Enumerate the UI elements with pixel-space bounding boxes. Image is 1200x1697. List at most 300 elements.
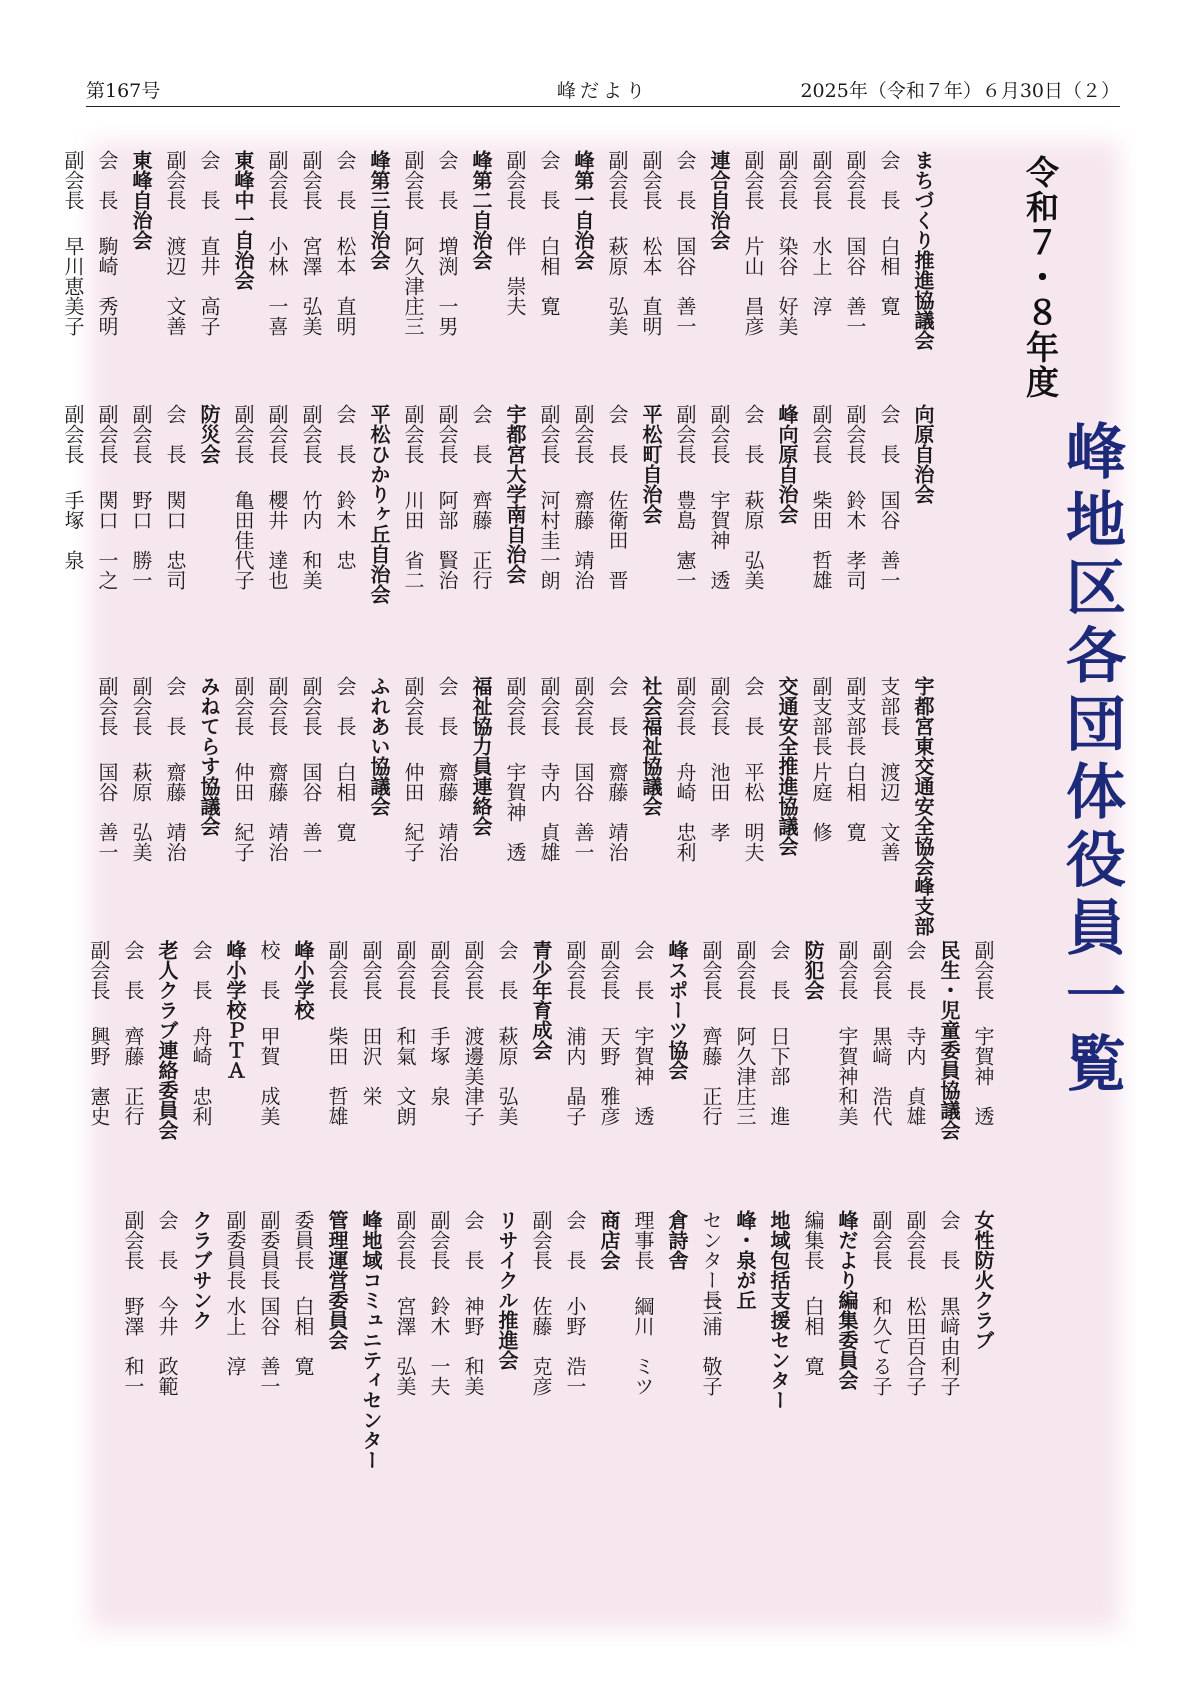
member-row [490, 940, 524, 1140]
group-name: みねてらす協議会 [197, 676, 221, 836]
member-name: 齋藤 靖治 [435, 762, 459, 862]
member-name: 早川恵美子 [61, 236, 85, 336]
member-role: 副会長 [971, 940, 995, 1000]
member-name: 白相 寛 [291, 1296, 315, 1376]
member-name: 齊藤 正行 [699, 1026, 723, 1126]
member-row [116, 1210, 150, 1470]
member-name: 亀田佳代子 [231, 490, 255, 590]
member-row [260, 150, 294, 350]
member-row [158, 150, 192, 350]
member-name: 染谷 好美 [775, 236, 799, 336]
member-name: 萩原 弘美 [741, 490, 765, 590]
member-role: 副支部長 [809, 676, 833, 756]
group-name: 峰小学校 [291, 940, 315, 1020]
member-role: 副会長 [265, 150, 289, 210]
member-name: 齋藤 靖治 [265, 762, 289, 862]
member-name: 白相 寛 [537, 236, 561, 316]
member-name: 仲田 紀子 [231, 762, 255, 862]
member-name: 今井 政範 [155, 1296, 179, 1396]
member-row [260, 676, 294, 936]
member-row [430, 150, 464, 350]
member-name: 柴田 哲雄 [325, 1026, 349, 1126]
member-row [898, 940, 932, 1140]
member-name: 宇賀神 透 [707, 490, 731, 590]
member-row [668, 404, 702, 604]
member-row [294, 150, 328, 350]
member-role: 委員長 [291, 1210, 315, 1270]
member-name: 水上 淳 [223, 1296, 247, 1376]
member-role: 会 長 [605, 404, 629, 464]
member-role: 会 長 [435, 676, 459, 736]
member-name: 河村圭一朗 [537, 490, 561, 590]
member-row [804, 676, 838, 936]
member-role: 編集長 [801, 1210, 825, 1270]
member-role: 会 長 [461, 1210, 485, 1270]
member-name: 竹内 和美 [299, 490, 323, 590]
member-role: 副会長 [563, 940, 587, 1000]
member-role: 副会長 [597, 940, 621, 1000]
member-role: 会 長 [163, 676, 187, 736]
member-row [600, 150, 634, 350]
member-name: 片山 昌彦 [741, 236, 765, 336]
member-row [872, 150, 906, 350]
member-row [770, 150, 804, 350]
member-row [158, 676, 192, 936]
member-name: 齋藤 靖治 [605, 762, 629, 862]
member-role: 会 長 [537, 150, 561, 210]
group-name: 民生・児童委員協議会 [937, 940, 961, 1140]
member-name: 野口 勝一 [129, 490, 153, 590]
member-row [592, 940, 626, 1140]
member-role: 副会長 [461, 940, 485, 1000]
member-role: 理事長 [631, 1210, 655, 1270]
member-row [626, 1210, 660, 1470]
member-role: 副会長 [843, 150, 867, 210]
member-role: 副会長 [673, 676, 697, 736]
member-row [872, 404, 906, 604]
member-name: 小林 一喜 [265, 236, 289, 336]
member-row [320, 940, 354, 1140]
member-name: 渡辺 文善 [163, 236, 187, 336]
member-role: 副委員長 [257, 1210, 281, 1290]
member-role: 副会長 [775, 150, 799, 210]
member-row [396, 150, 430, 350]
column-2 [56, 404, 940, 604]
member-name: 国谷 善一 [673, 236, 697, 336]
member-name: 黒﨑 浩代 [869, 1026, 893, 1126]
group-name: 峰だより編集委員会 [835, 1210, 859, 1390]
member-row [532, 150, 566, 350]
group-name: 宇都宮東交通安全協会峰支部 [911, 676, 935, 936]
member-role: 副会長 [61, 150, 85, 210]
member-name: 宇賀神和美 [835, 1026, 859, 1126]
member-row [430, 404, 464, 604]
member-name: 国谷 善一 [299, 762, 323, 862]
member-name: 舟崎 忠利 [189, 1026, 213, 1126]
member-role: 会 長 [877, 404, 901, 464]
member-role: 副支部長 [843, 676, 867, 756]
member-role: 副会長 [435, 404, 459, 464]
group-name: 東峰自治会 [129, 150, 153, 250]
member-name: 阿部 賢治 [435, 490, 459, 590]
member-row [354, 940, 388, 1140]
group-name: 峰・泉が丘 [733, 1210, 757, 1310]
member-name: 宮澤 弘美 [299, 236, 323, 336]
group-name: 峰第三自治会 [367, 150, 391, 270]
group-name: 倉詩舎 [665, 1210, 689, 1270]
member-role: 会 長 [741, 404, 765, 464]
group-name: 峰小学校ＰＴＡ [223, 940, 247, 1080]
member-role: 副会長 [869, 1210, 893, 1270]
member-row [804, 150, 838, 350]
member-row [694, 940, 728, 1140]
member-role: 副会長 [359, 940, 383, 1000]
member-row [804, 404, 838, 604]
member-role: 副会長 [537, 404, 561, 464]
member-role: 会 長 [605, 676, 629, 736]
member-role: 副会長 [571, 404, 595, 464]
member-row [872, 676, 906, 936]
member-row [184, 940, 218, 1140]
member-name: 関口 忠司 [163, 490, 187, 590]
member-role: 会 長 [741, 676, 765, 736]
member-row [762, 940, 796, 1140]
member-role: 副会長 [299, 676, 323, 736]
member-role: 副会長 [707, 676, 731, 736]
member-role: 副会長 [605, 150, 629, 210]
member-row [116, 940, 150, 1140]
group-name: 社会福祉協議会 [639, 676, 663, 816]
member-name: 齋藤 靖治 [571, 490, 595, 590]
group-name: 峰第一自治会 [571, 150, 595, 270]
member-role: 会 長 [435, 150, 459, 210]
group-name: 女性防火クラブ [971, 1210, 995, 1350]
member-role: 副会長 [571, 676, 595, 736]
member-role: 副会長 [673, 404, 697, 464]
member-row [294, 676, 328, 936]
member-row [558, 940, 592, 1140]
member-role: 副会長 [427, 1210, 451, 1270]
member-name: 綱川 ミツ [631, 1296, 655, 1396]
member-role: 副会長 [129, 676, 153, 736]
member-role: 副会長 [869, 940, 893, 1000]
member-row [558, 1210, 592, 1470]
member-name: 寺内 貞雄 [903, 1026, 927, 1126]
member-role: 会 長 [333, 150, 357, 210]
member-row [90, 404, 124, 604]
member-name: 小野 浩一 [563, 1296, 587, 1396]
member-role: 副会長 [129, 404, 153, 464]
member-role: 副会長 [95, 676, 119, 736]
member-row [396, 404, 430, 604]
member-role: 副会長 [503, 676, 527, 736]
member-role: 副会長 [299, 150, 323, 210]
member-row [158, 404, 192, 604]
member-row [736, 404, 770, 604]
group-name: 平松ひかりヶ丘自治会 [367, 404, 391, 604]
member-role: 副会長 [741, 150, 765, 210]
member-role: 副会長 [121, 1210, 145, 1270]
member-name: 渡邊美津子 [461, 1026, 485, 1126]
member-row [388, 940, 422, 1140]
member-name: 仲田 紀子 [401, 762, 425, 862]
member-row [124, 676, 158, 936]
column-3 [90, 676, 940, 936]
member-row [838, 676, 872, 936]
member-row [422, 1210, 456, 1470]
member-role: 副会長 [529, 1210, 553, 1270]
member-role: 副会長 [265, 404, 289, 464]
member-name: 宮澤 弘美 [393, 1296, 417, 1396]
member-name: 白相 寛 [877, 236, 901, 316]
member-name: 水上 淳 [809, 236, 833, 316]
member-row [56, 150, 90, 350]
member-name: 宇賀神 透 [631, 1026, 655, 1126]
member-role: 会 長 [155, 1210, 179, 1270]
member-row [626, 940, 660, 1140]
group-name: 老人クラブ連絡委員会 [155, 940, 179, 1140]
member-name: 萩原 弘美 [605, 236, 629, 336]
member-name: 松本 直明 [333, 236, 357, 336]
group-name: クラブサンク [189, 1210, 213, 1330]
member-name: 天野 雅彦 [597, 1026, 621, 1126]
member-role: 副会長 [393, 1210, 417, 1270]
member-row [736, 676, 770, 936]
member-row [328, 404, 362, 604]
member-row [422, 940, 456, 1140]
member-name: 松田百合子 [903, 1296, 927, 1396]
member-name: 国谷 善一 [95, 762, 119, 862]
member-name: 池田 孝 [707, 762, 731, 842]
member-row [838, 404, 872, 604]
group-name: 防犯会 [801, 940, 825, 1000]
group-name: 平松町自治会 [639, 404, 663, 524]
group-name: リサイクル推進会 [495, 1210, 519, 1370]
member-role: 会 長 [95, 150, 119, 210]
member-name: 櫻井 達也 [265, 490, 289, 590]
member-role: 会 長 [163, 404, 187, 464]
member-row [498, 676, 532, 936]
member-name: 舟崎 忠利 [673, 762, 697, 862]
member-name: 佐藤 克彦 [529, 1296, 553, 1396]
member-name: 甲賀 成美 [257, 1026, 281, 1126]
member-row [464, 404, 498, 604]
member-row [150, 1210, 184, 1470]
column-1 [56, 150, 940, 350]
group-name: 青少年育成会 [529, 940, 553, 1060]
member-row [328, 676, 362, 936]
member-name: 神野 和美 [461, 1296, 485, 1396]
member-role: 会 長 [197, 150, 221, 210]
group-name: 防災会 [197, 404, 221, 464]
member-role: 会 長 [469, 404, 493, 464]
group-name: 向原自治会 [911, 404, 935, 504]
group-name: 商店会 [597, 1210, 621, 1270]
member-row [252, 1210, 286, 1470]
member-role: 副会長 [835, 940, 859, 1000]
member-name: 佐衛田 晋 [605, 490, 629, 590]
member-row [702, 404, 736, 604]
member-name: 増渕 一男 [435, 236, 459, 336]
member-role: 副会長 [707, 404, 731, 464]
member-row [634, 150, 668, 350]
member-name: 国谷 善一 [877, 490, 901, 590]
group-name: ふれあい協議会 [367, 676, 391, 816]
member-name: 齋藤 靖治 [163, 762, 187, 862]
member-name: 駒崎 秀明 [95, 236, 119, 336]
member-row [864, 1210, 898, 1470]
member-role: 副会長 [639, 150, 663, 210]
group-name: 峰第二自治会 [469, 150, 493, 270]
member-row [192, 150, 226, 350]
member-role: 副会長 [401, 150, 425, 210]
member-row [668, 150, 702, 350]
member-name: 関口 一之 [95, 490, 119, 590]
member-role: 副会長 [503, 150, 527, 210]
member-row [82, 940, 116, 1140]
group-name: 地域包括支援センター [767, 1210, 791, 1410]
member-name: 白相 寛 [333, 762, 357, 842]
member-role: 副会長 [265, 676, 289, 736]
group-name: 峰スポーツ協会 [665, 940, 689, 1080]
member-row [498, 150, 532, 350]
member-role: 副会長 [427, 940, 451, 1000]
member-role: 副会長 [733, 940, 757, 1000]
member-name: 手塚 泉 [427, 1026, 451, 1106]
member-row [396, 676, 430, 936]
member-name: 和久てる子 [869, 1296, 893, 1396]
member-role: 副会長 [325, 940, 349, 1000]
member-role: 副会長 [87, 940, 111, 1000]
member-row [456, 1210, 490, 1470]
member-name: 松本 直明 [639, 236, 663, 336]
member-name: 伴 崇夫 [503, 236, 527, 316]
member-name: 片庭 修 [809, 762, 833, 842]
member-name: 豊島 憲一 [673, 490, 697, 590]
member-name: 齊藤 正行 [469, 490, 493, 590]
member-row [864, 940, 898, 1140]
member-name: 浦内 晶子 [563, 1026, 587, 1126]
member-name: 渡辺 文善 [877, 762, 901, 862]
group-name: 交通安全推進協議会 [775, 676, 799, 856]
member-name: 宇賀神 透 [503, 762, 527, 862]
member-name: 白相 寛 [843, 762, 867, 842]
fiscal-year-title: 令和７・８年度 [1021, 155, 1060, 400]
group-name: 宇都宮大学南自治会 [503, 404, 527, 584]
member-role: 副会長 [393, 940, 417, 1000]
member-name: 萩原 弘美 [129, 762, 153, 862]
member-name: 柴田 哲雄 [809, 490, 833, 590]
member-name: 野澤 和一 [121, 1296, 145, 1396]
member-name: 寺内 貞雄 [537, 762, 561, 862]
member-row [932, 1210, 966, 1470]
member-row [532, 676, 566, 936]
member-row [736, 150, 770, 350]
member-name: 直井 高子 [197, 236, 221, 336]
member-row [566, 404, 600, 604]
member-row [830, 940, 864, 1140]
member-name: 国谷 善一 [843, 236, 867, 336]
member-role: 副会長 [95, 404, 119, 464]
member-role: 会 長 [189, 940, 213, 1000]
member-row [702, 676, 736, 936]
member-row [898, 1210, 932, 1470]
member-role: 副会長 [231, 404, 255, 464]
member-row [90, 676, 124, 936]
group-name: 東峰中一自治会 [231, 150, 255, 290]
member-name: 宇賀神 透 [971, 1026, 995, 1126]
member-row [430, 676, 464, 936]
issue-date: 2025年（令和７年）６月30日（２） [800, 80, 1120, 102]
member-role: 支部長 [877, 676, 901, 736]
member-name: 田沢 栄 [359, 1026, 383, 1106]
group-name: まちづくり推進協議会 [911, 150, 935, 350]
member-name: 阿久津庄三 [401, 236, 425, 336]
member-name: 国谷 善一 [571, 762, 595, 862]
member-row [218, 1210, 252, 1470]
group-name: 連合自治会 [707, 150, 731, 250]
member-role: 会 長 [121, 940, 145, 1000]
member-row [600, 676, 634, 936]
member-name: 阿久津庄三 [733, 1026, 757, 1126]
member-row [966, 940, 1000, 1140]
member-role: 会 長 [937, 1210, 961, 1270]
member-row [388, 1210, 422, 1470]
member-row [694, 1210, 728, 1470]
member-role: 副会長 [843, 404, 867, 464]
newsletter-name: 峰だより [556, 80, 649, 102]
member-row [226, 404, 260, 604]
member-role: 会 長 [563, 1210, 587, 1270]
member-row [796, 1210, 830, 1470]
member-role: 会 長 [877, 150, 901, 210]
member-row [532, 404, 566, 604]
member-role: 副会長 [809, 150, 833, 210]
member-row [226, 676, 260, 936]
member-role: 校 長 [257, 940, 281, 1000]
member-row [456, 940, 490, 1140]
member-name: 鈴木 孝司 [843, 490, 867, 590]
member-role: 副会長 [163, 150, 187, 210]
member-row [600, 404, 634, 604]
member-row [286, 1210, 320, 1470]
group-name: 峰地域コミュニティセンター [359, 1210, 383, 1470]
member-row [294, 404, 328, 604]
member-role: 会 長 [333, 676, 357, 736]
member-row [90, 150, 124, 350]
member-name: 和氣 文朗 [393, 1026, 417, 1126]
member-name: 萩原 弘美 [495, 1026, 519, 1126]
member-name: 齊藤 正行 [121, 1026, 145, 1126]
member-name: 黒﨑由利子 [937, 1296, 961, 1396]
member-role: 副会長 [699, 940, 723, 1000]
member-role: 副会長 [299, 404, 323, 464]
member-role: 会 長 [903, 940, 927, 1000]
member-row [524, 1210, 558, 1470]
member-role: 副会長 [537, 676, 561, 736]
member-role: 会 長 [767, 940, 791, 1000]
member-name: 日下部 進 [767, 1026, 791, 1126]
group-name: 管理運営委員会 [325, 1210, 349, 1350]
member-row [668, 676, 702, 936]
member-role: 会 長 [673, 150, 697, 210]
member-name: 白相 寛 [801, 1296, 825, 1376]
member-name: 平松 明夫 [741, 762, 765, 862]
member-name: 鈴木 忠 [333, 490, 357, 570]
member-role: センター長 [699, 1210, 723, 1310]
member-name: 手塚 泉 [61, 490, 85, 570]
member-row [566, 676, 600, 936]
